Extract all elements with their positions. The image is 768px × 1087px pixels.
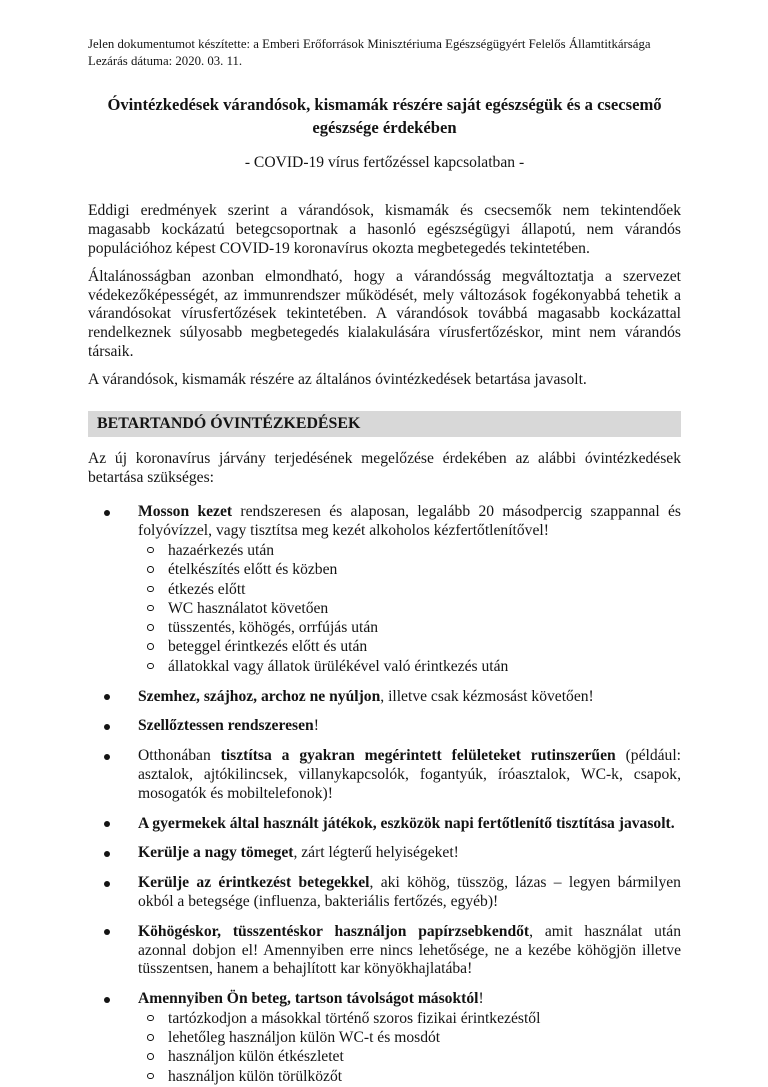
section-intro-paragraph: Az új koronavírus járvány terjedésének megelőzése érdekében az alábbi óvintézkedések betartása szükséges: — [88, 450, 681, 486]
precaution-text-run: , illetve csak kézmosást követően! — [380, 687, 594, 705]
precaution-text-run: ! — [313, 717, 319, 735]
page-subtitle: - COVID-19 vírus fertőzéssel kapcsolatban - — [244, 154, 525, 171]
sub-item-text: WC használatot követően — [168, 599, 329, 617]
precaution-text-run: , aki köhög, tüsszög, lázas – legyen bármilyen okból a betegsége (influenza, bakteriális fertőzés, egyéb)! — [138, 874, 681, 910]
bullet-icon — [104, 510, 110, 516]
precaution-text-bold-run: Szellőztessen rendszeresen — [138, 717, 314, 735]
circle-bullet-icon — [147, 1015, 154, 1022]
precaution-sub-item — [168, 1068, 681, 1087]
sub-item-text: beteggel érintkezés előtt és után — [168, 638, 368, 656]
circle-bullet-icon — [147, 1034, 154, 1041]
precaution-text-bold-run: A gyermekek által használt játékok, eszközök napi fertőtlenítő tisztítása javasolt. — [138, 814, 675, 832]
precaution-item — [88, 844, 681, 863]
precaution-item — [88, 747, 681, 803]
precaution-text-bold-run: Köhögéskor, tüsszentéskor használjon papírzsebkendőt — [138, 922, 530, 940]
circle-bullet-icon — [147, 1073, 154, 1080]
precaution-text-bold-run: Amennyiben Ön beteg, tartson távolságot másoktól — [138, 990, 479, 1008]
precautions-list — [88, 503, 681, 1086]
bullet-icon — [104, 997, 110, 1003]
document-date-line: Lezárás dátuma: 2020. 03. 11. — [88, 54, 243, 68]
precaution-item — [88, 874, 681, 912]
sub-item-text: tartózkodjon a másokkal történő szoros fizikai érintkezéstől — [168, 1009, 541, 1027]
bullet-icon — [104, 929, 110, 935]
bullet-icon — [104, 821, 110, 827]
bullet-icon — [104, 881, 110, 887]
precaution-text-run: rendszeresen és alaposan, legalább 20 másodpercig szappannal és folyóvízzel, vagy tisztítsa meg kezét alkoholos kézfertőtlenítővel! — [138, 503, 681, 540]
document-header — [88, 36, 681, 70]
precaution-sub-list — [138, 1010, 681, 1087]
precaution-text-run: ! — [478, 990, 484, 1008]
circle-bullet-icon — [147, 643, 154, 650]
sub-item-text: használjon külön törülközőt — [168, 1067, 343, 1085]
precaution-sub-item — [168, 542, 681, 561]
precaution-text-run: Otthonában — [138, 747, 221, 765]
sub-item-text: használjon külön étkészletet — [168, 1048, 344, 1066]
circle-bullet-icon — [147, 663, 154, 670]
precaution-text-run: (például: asztalok, ajtókilincsek, villanykapcsolók, fogantyúk, íróasztalok, WC-k, csapok, mosogatók és mobiltelefonok)! — [138, 747, 682, 802]
precaution-sub-item — [168, 638, 681, 657]
sub-item-text: tüsszentés, köhögés, orrfújás után — [168, 619, 379, 637]
precaution-text-bold-run: Kerülje a nagy tömeget — [138, 844, 294, 862]
precaution-sub-list — [138, 542, 681, 677]
intro-paragraph-2: Általánosságban azonban elmondható, hogy a várandósság megváltoztatja a szervezet védekezőképességét, az immunrendszer működését, mely változások fogékonyabbá tehetik a várandósokat vírusfertőzések tekintetében. A várandósok továbbá magasabb kockázattal rendelkeznek súlyosabb megbetegedés kialakulására vírusfertőzéskor, mint nem várandós társaik. — [88, 267, 681, 361]
precaution-item — [88, 990, 681, 1086]
precaution-sub-item — [168, 619, 681, 638]
circle-bullet-icon — [147, 586, 154, 593]
precaution-sub-item — [168, 1010, 681, 1029]
precaution-text-bold-run: Kerülje az érintkezést betegekkel — [138, 874, 370, 892]
circle-bullet-icon — [147, 566, 154, 573]
precaution-text-run: , zárt légterű helyiségeket! — [293, 844, 459, 862]
precaution-item — [88, 923, 681, 979]
bullet-icon — [104, 724, 110, 730]
precaution-text-run: , amit használat után azonnal dobjon el! Amennyiben erre nincs lehetősége, ne a kezébe köhögjön illetve tüsszentsen, hanem a behajlított kar könyökhajlatába! — [138, 922, 682, 978]
document-author-line: Jelen dokumentumot készítette: a Emberi Erőforrások Minisztériuma Egészségügyért Felelős Államtitkársága — [88, 37, 651, 51]
sub-item-text: lehetőleg használjon külön WC-t és mosdót — [168, 1029, 441, 1047]
precaution-item — [88, 717, 681, 736]
precaution-item — [88, 815, 681, 834]
intro-paragraph-3: A várandósok, kismamák részére az általános óvintézkedések betartása javasolt. — [88, 371, 587, 389]
precaution-sub-item — [168, 600, 681, 619]
section-header-bar: BETARTANDÓ ÓVINTÉZKEDÉSEK — [88, 411, 681, 437]
circle-bullet-icon — [147, 624, 154, 631]
precaution-sub-item — [168, 658, 681, 677]
precaution-text-bold-run: Szemhez, szájhoz, archoz ne nyúljon — [138, 687, 381, 705]
bullet-icon — [104, 851, 110, 857]
precaution-sub-item — [168, 581, 681, 600]
precaution-item — [88, 688, 681, 707]
sub-item-text: étkezés előtt — [168, 580, 246, 598]
precaution-sub-item — [168, 1048, 681, 1067]
sub-item-text: állatokkal vagy állatok ürülékével való érintkezés után — [168, 657, 509, 675]
circle-bullet-icon — [147, 547, 154, 554]
circle-bullet-icon — [147, 1053, 154, 1060]
page-title: Óvintézkedések várandósok, kismamák részére saját egészségük és a csecsemő egészsége érdekében — [107, 95, 662, 137]
intro-paragraph-1: Eddigi eredmények szerint a várandósok, kismamák és csecsemők nem tekintendőek magasabb kockázatú betegcsoportnak a hasonló egészségügyi állapotú, nem várandós populációhoz képest COVID-19 koronavírus okozta megbetegedés tekintetében. — [88, 202, 681, 257]
circle-bullet-icon — [147, 605, 154, 612]
precaution-sub-item — [168, 561, 681, 580]
sub-item-text: ételkészítés előtt és közben — [168, 561, 338, 579]
bullet-icon — [104, 694, 110, 700]
precaution-sub-item — [168, 1029, 681, 1048]
precaution-text-bold-run: tisztítsa a gyakran megérintett felületeket rutinszerűen — [220, 747, 616, 765]
sub-item-text: hazaérkezés után — [168, 541, 275, 559]
precaution-text-bold-run: Mosson kezet — [138, 503, 233, 521]
precaution-item — [88, 503, 681, 676]
bullet-icon — [104, 754, 110, 760]
